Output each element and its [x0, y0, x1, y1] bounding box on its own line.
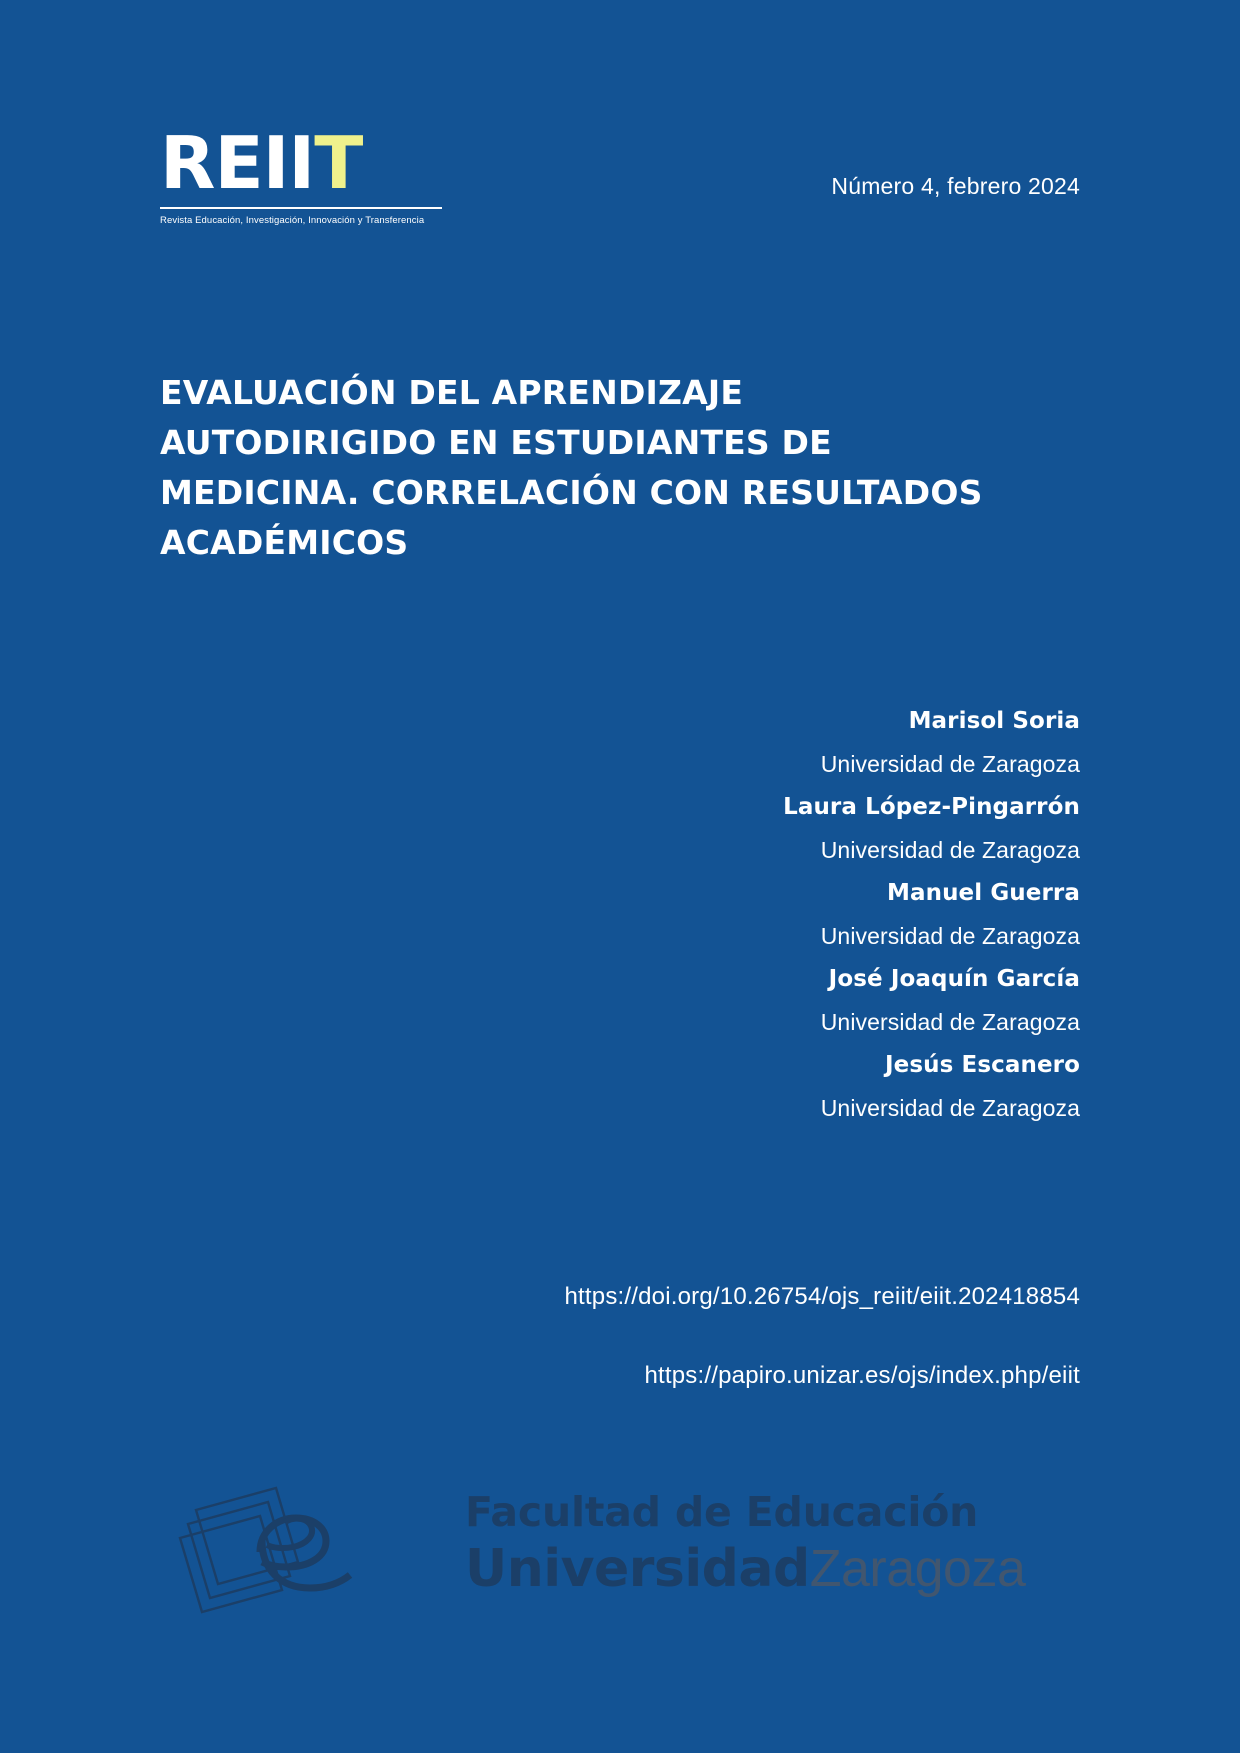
- faculty-name: Facultad de Educación: [465, 1488, 979, 1536]
- journal-site-link[interactable]: https://papiro.unizar.es/ojs/index.php/eiit: [644, 1362, 1080, 1389]
- author-name: José Joaquín García: [828, 966, 1080, 992]
- journal-logo-accent: T: [314, 121, 363, 205]
- author-entry: [380, 872, 1080, 958]
- journal-logo-subtitle: Revista Educación, Investigación, Innovación y Transferencia: [160, 215, 425, 226]
- doi-link[interactable]: https://doi.org/10.26754/ojs_reiit/eiit.202418854: [564, 1283, 1080, 1310]
- author-entry: [380, 1044, 1080, 1130]
- author-affiliation: Universidad de Zaragoza: [820, 837, 1080, 863]
- logo-divider: [160, 207, 442, 209]
- author-entry: [380, 700, 1080, 786]
- issue-label: Número 4, febrero 2024: [831, 173, 1080, 199]
- author-list: [380, 700, 1080, 1130]
- journal-logo-wordmark: [160, 121, 460, 205]
- journal-logo: [160, 121, 460, 226]
- page-title: EVALUACIÓN DEL APRENDIZAJE AUTODIRIGIDO EN ESTUDIANTES DE MEDICINA. CORRELACIÓN CON RESULTADOS ACADÉMICOS: [160, 373, 983, 562]
- author-entry: [380, 786, 1080, 872]
- author-name: Laura López-Pingarrón: [783, 794, 1080, 820]
- author-affiliation: Universidad de Zaragoza: [820, 1095, 1080, 1121]
- university-name-light: Zaragoza: [809, 1540, 1026, 1598]
- page-header: [0, 121, 1240, 255]
- author-entry: [380, 958, 1080, 1044]
- author-affiliation: Universidad de Zaragoza: [820, 751, 1080, 777]
- university-emblem-icon: [148, 1466, 418, 1641]
- journal-logo-main: REII: [160, 121, 315, 205]
- author-affiliation: Universidad de Zaragoza: [820, 1009, 1080, 1035]
- author-name: Jesús Escanero: [885, 1052, 1080, 1078]
- link-block: [180, 1280, 1080, 1393]
- author-name: Manuel Guerra: [886, 880, 1080, 906]
- university-name: [465, 1538, 1025, 1600]
- footer-university-text: [465, 1486, 1025, 1600]
- page-footer: [0, 1458, 1240, 1658]
- author-affiliation: Universidad de Zaragoza: [820, 923, 1080, 949]
- university-name-bold: Universidad: [465, 1539, 810, 1599]
- author-name: Marisol Soria: [908, 708, 1080, 734]
